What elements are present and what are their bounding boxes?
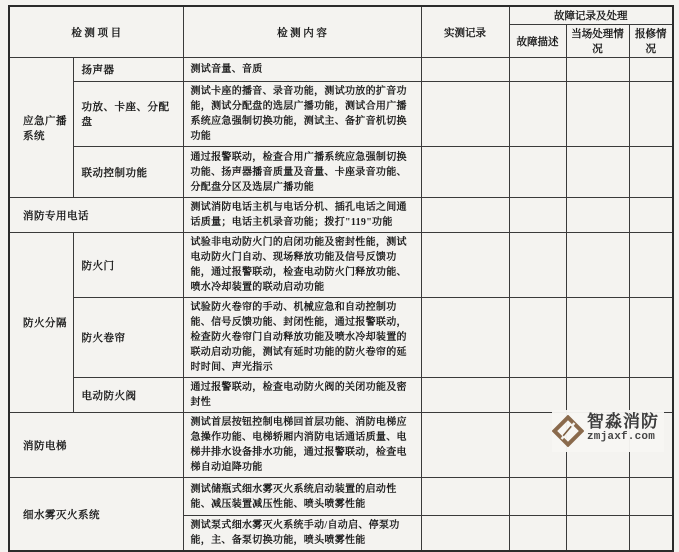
record-cell	[421, 58, 509, 82]
repair-cell	[629, 82, 673, 147]
record-cell	[421, 147, 509, 198]
content-cell: 测试储瓶式细水雾灭火系统启动装置的启动性能、减压装置减压性能、喷头喷雾性能	[183, 478, 421, 516]
repair-cell	[629, 378, 673, 413]
fault-desc-cell	[509, 298, 566, 378]
onsite-cell	[566, 82, 629, 147]
onsite-cell	[566, 147, 629, 198]
content-cell: 测试消防电话主机与电话分机、插孔电话之间通话质量；电话主机录音功能；拨打"119"功能	[183, 198, 421, 233]
header-repair-status: 报修情况	[629, 25, 673, 58]
content-cell: 测试首层按钮控制电梯回首层功能、消防电梯应急操作功能、电梯轿厢内消防电话通话质量、电梯井排水设备排水功能，通过报警联动，检查电梯自动迫降功能	[183, 413, 421, 478]
content-cell: 测试音量、音质	[183, 58, 421, 82]
fault-desc-cell	[509, 58, 566, 82]
content-cell: 试验非电动防火门的启闭功能及密封性能，测试电动防火门自动、现场释放功能及信号反馈功能，通过报警联动，检查电动防火门释放功能、喷水冷却装置的联动启动功能	[183, 233, 421, 298]
item-cell: 联动控制功能	[73, 147, 183, 198]
record-cell	[421, 82, 509, 147]
repair-cell	[629, 298, 673, 378]
item-cell: 扬声器	[73, 58, 183, 82]
table-row	[9, 478, 673, 516]
onsite-cell	[566, 233, 629, 298]
record-cell	[421, 298, 509, 378]
record-cell	[421, 478, 509, 516]
zmjaxf-watermark-logo	[552, 410, 664, 452]
table-row	[9, 147, 673, 198]
header-measured-record: 实测记录	[421, 6, 509, 58]
content-cell: 测试卡座的播音、录音功能，测试功放的扩音功能，测试分配盘的选层广播功能，测试合用广播系统应急强制切换功能，测试主、备扩音机切换功能	[183, 82, 421, 147]
header-fault-group: 故障记录及处理	[509, 6, 673, 25]
item-cell: 防火卷帘	[73, 298, 183, 378]
header-fault-description: 故障描述	[509, 25, 566, 58]
content-cell: 通过报警联动，检查合用广播系统应急强制切换功能、扬声器播音质量及音量、卡座录音功能、分配盘分区及选层广播功能	[183, 147, 421, 198]
header-onsite-handling: 当场处理情况	[566, 25, 629, 58]
table-row	[9, 82, 673, 147]
record-cell	[421, 233, 509, 298]
table-row	[9, 378, 673, 413]
repair-cell	[629, 58, 673, 82]
system-cell: 消防电梯	[9, 413, 183, 478]
onsite-cell	[566, 298, 629, 378]
inspection-record-table	[8, 5, 674, 552]
onsite-cell	[566, 58, 629, 82]
fault-desc-cell	[509, 233, 566, 298]
system-cell: 应急广播系统	[9, 58, 73, 198]
logo-url: zmjaxf.com	[587, 431, 656, 443]
onsite-cell	[566, 516, 629, 552]
record-cell	[421, 413, 509, 478]
content-cell: 试验防火卷帘的手动、机械应急和自动控制功能、信号反馈功能、封闭性能，通过报警联动，检查防火卷帘门自动释放功能及喷水冷却装置的联动启动功能，测试有延时功能的防火卷帘的延时时间、声光指示	[183, 298, 421, 378]
repair-cell	[629, 478, 673, 516]
repair-cell	[629, 147, 673, 198]
item-cell: 防火门	[73, 233, 183, 298]
fault-desc-cell	[509, 378, 566, 413]
record-cell	[421, 516, 509, 552]
system-cell: 防火分隔	[9, 233, 73, 413]
fault-desc-cell	[509, 516, 566, 552]
header-inspection-content: 检 测 内 容	[183, 6, 421, 58]
table-row	[9, 298, 673, 378]
item-cell: 电动防火阀	[73, 378, 183, 413]
table-row	[9, 233, 673, 298]
fault-desc-cell	[509, 147, 566, 198]
record-cell	[421, 198, 509, 233]
system-cell: 消防专用电话	[9, 198, 183, 233]
fault-desc-cell	[509, 198, 566, 233]
onsite-cell	[566, 378, 629, 413]
table-row	[9, 58, 673, 82]
record-cell	[421, 378, 509, 413]
content-cell: 测试泵式细水雾灭火系统手动/自动启、停泵功能，主、备泵切换功能，喷头喷雾性能	[183, 516, 421, 552]
zmjaxf-diamond-icon	[552, 415, 584, 452]
repair-cell	[629, 516, 673, 552]
item-cell: 功放、卡座、分配盘	[73, 82, 183, 147]
repair-cell	[629, 233, 673, 298]
logo-title: 智淼消防	[587, 412, 659, 431]
onsite-cell	[566, 198, 629, 233]
table-row	[9, 198, 673, 233]
onsite-cell	[566, 478, 629, 516]
repair-cell	[629, 198, 673, 233]
system-cell: 细水雾灭火系统	[9, 478, 183, 552]
fault-desc-cell	[509, 478, 566, 516]
fault-desc-cell	[509, 82, 566, 147]
content-cell: 通过报警联动，检查电动防火阀的关闭功能及密封性	[183, 378, 421, 413]
header-inspection-item: 检 测 项 目	[9, 6, 183, 58]
